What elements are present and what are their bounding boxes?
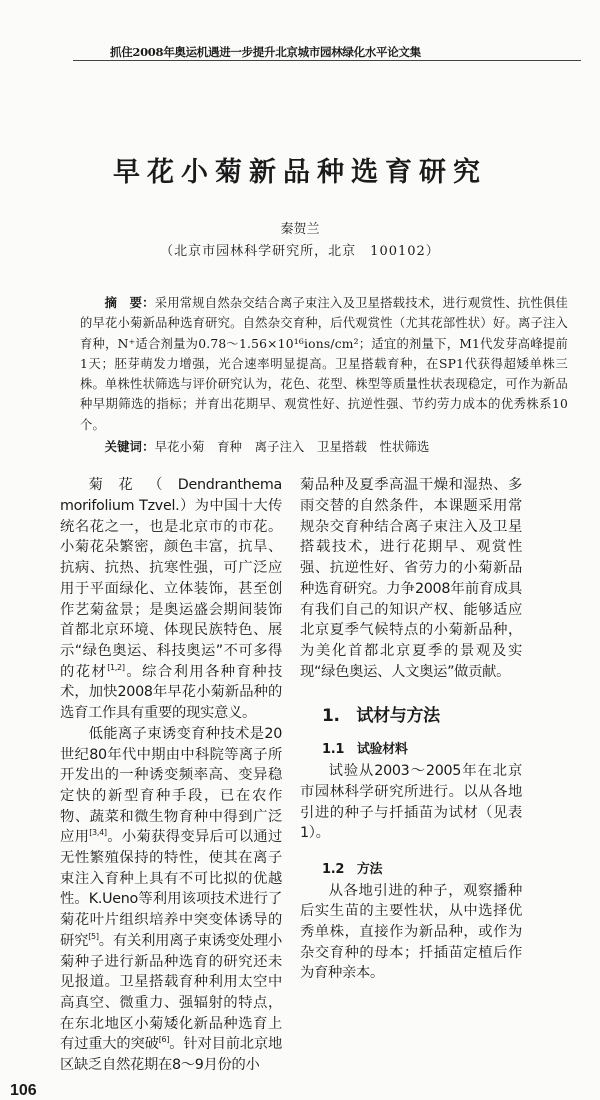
keywords <box>80 437 568 457</box>
text: 低能离子束诱变育种技术是20世纪80年代中期由中科院等离子所开发出的一种诱变频率高、变异稳定快的新型育种手段，已在农作物、蔬菜和微生物育种中得到广泛应用 <box>60 725 282 846</box>
paper-title: 早花小菊新品种选育研究 <box>113 157 487 188</box>
section-heading: 1. 试材与方法 <box>322 706 440 727</box>
keywords-label: 关键词： <box>104 439 155 455</box>
article-body <box>0 293 600 1076</box>
materials-paragraph: 试验从2003～2005年在北京市园林科学研究所进行。以从各地引进的种子与扦插苗为试材（见表1）。 <box>300 763 522 842</box>
keywords-text: 早花小菊 育种 离子注入 卫星搭载 性状筛选 <box>154 440 430 455</box>
citation: [5] <box>88 932 99 942</box>
right-column <box>300 475 522 984</box>
text: 。综合利用各种育种技术，加快2008年早花小菊新品种的选育工作具有重要的现实意义。 <box>60 663 282 722</box>
intro-paragraph-1 <box>60 475 282 723</box>
header-rule <box>73 60 581 61</box>
citation: [1,2] <box>107 662 125 672</box>
intro-paragraph-2 <box>60 724 282 1076</box>
author: 秦贺兰 <box>280 222 320 237</box>
subsection-heading: 1.1 试验材料 <box>322 742 408 758</box>
citation: [3,4] <box>89 828 107 838</box>
intro-paragraph-continued: 菊品种及夏季高温干燥和湿热、多雨交替的自然条件，本课题采用常规杂交育种结合离子束注入及卫星搭载技术，进行花期早、观赏性强、抗逆性好、省劳力的小菊新品种选育研究。力争2008年前育成具有我们自己的知识产权、能够适应北京夏季气候特点的小菊新品种，为美化首都北京夏季的景观及实现“绿色奥运、人文奥运”做贡献。 <box>300 477 522 680</box>
text: 。有关利用离子束诱变处理小菊种子进行新品种选育的研究还未见报道。卫星搭载育种利用太空中高真空、微重力、强辐射的特点，在东北地区小菊矮化新品种选育上有过重大的突破 <box>60 932 282 1053</box>
text: 。小菊获得变异后可以通过无性繁殖保持的特性，使其在离子束注入育种上具有不可比拟的优越性。K.Ueno等利用该项技术进行了菊花叶片组织培养中突变体诱导的研究 <box>60 829 282 949</box>
affiliation: （北京市园林科学研究所，北京 100102） <box>160 244 440 259</box>
subsection-heading: 1.2 方法 <box>322 861 383 877</box>
page-number: 106 <box>10 1081 37 1099</box>
abstract-text: 采用常规自然杂交结合离子束注入及卫星搭载技术，进行观赏性、抗性俱佳的早花小菊新品种选育研究。自然杂交育种，后代观赏性（尤其花部性状）好。离子注入育种，N⁺适合剂量为0.78～1.56×10¹⁶ions/cm²；适宜的剂量下，M1代发芽高峰提前1天；胚芽萌发力增强，光合速率明显提高。卫星搭载育种，在SP1代获得超矮单株三株。单株性状筛选与评价研究认为，花色、花型、株型等质量性状表现稳定，可作为新品种早期筛选的指标；并育出花期早、观赏性好、抗逆性强、节约劳力成本的优秀株系10个。 <box>80 296 568 432</box>
abstract <box>80 293 568 435</box>
two-column-body <box>60 475 600 1075</box>
abstract-label: 摘 要： <box>104 295 155 310</box>
text: 菊花（Dendranthema morifolium Tzvel.）为中国十大传统名花之一，也是北京市的市花。小菊花朵繁密，颜色丰富，抗旱、抗病、抗热、抗寒性强，可广泛应用于平面绿化、立体装饰，甚至创作艺菊盆景；是奥运盛会期间装饰首都北京环境、体现民族特色、展示“绿色奥运、科技奥运”不可多得的花材 <box>60 477 282 680</box>
text: 。针对目前北京地区缺乏自然花期在8～9月份的小 <box>60 1036 282 1074</box>
left-column <box>60 475 282 1075</box>
running-header: 抓住2008年奥运机遇进一步提升北京城市园林绿化水平论文集 <box>110 45 421 59</box>
citation: [6] <box>158 1035 170 1045</box>
methods-paragraph: 从各地引进的种子，观察播种后实生苗的主要性状，从中选择优秀单株，直接作为新品种，或作为杂交育种的母本；扦插苗定植后作为育种亲本。 <box>300 882 522 982</box>
